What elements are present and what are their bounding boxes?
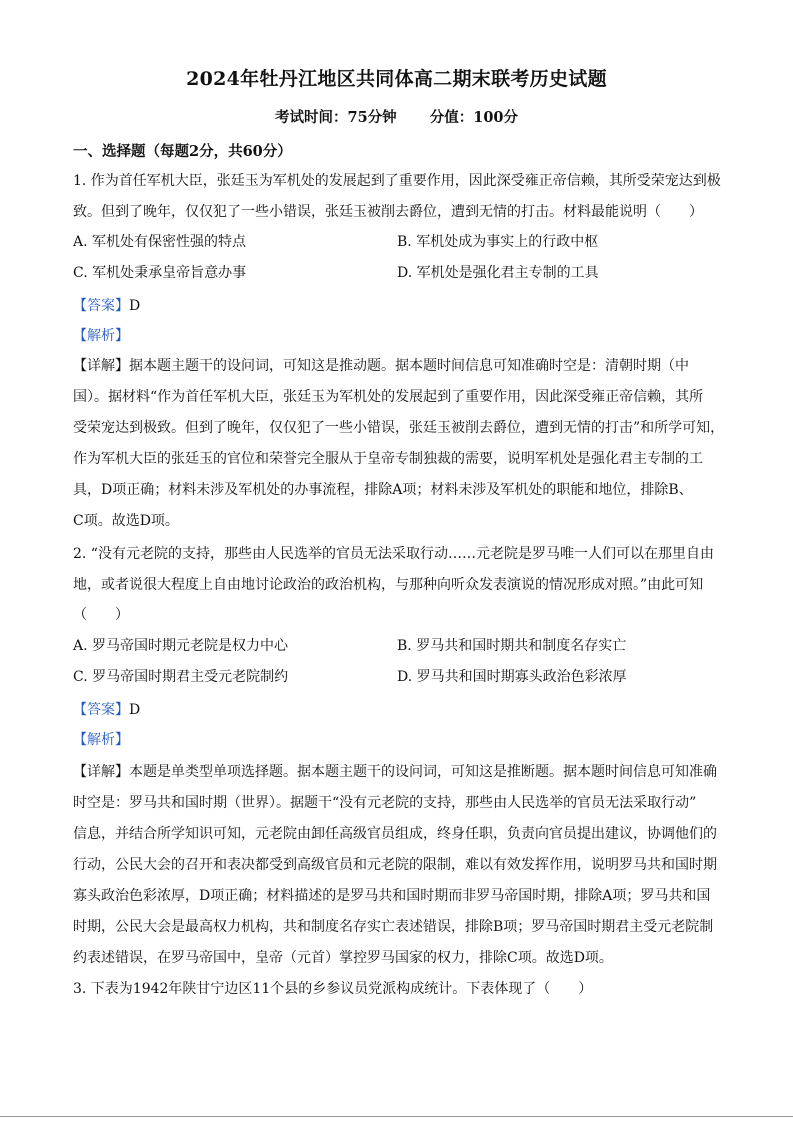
- q1-option-d: D. 军机处是强化君主专制的工具: [397, 265, 599, 281]
- q2-detail-line-2: 时空是：罗马共和国时期（世界）。据题干“没有元老院的支持，那些由人民选举的官员无法采取行动”: [73, 795, 697, 811]
- q2-detail-line-5: 寡头政治色彩浓厚，D项正确；材料描述的是罗马共和国时期而非罗马帝国时期，排除A项；罗马共和国: [73, 888, 711, 904]
- q2-stem-line-1: 2. “没有元老院的支持，那些由人民选举的官员无法采取行动……元老院是罗马唯一人们可以在那里自由: [73, 546, 714, 562]
- q2-analysis-tag: 【解析】: [73, 732, 129, 748]
- q1-detail-line-3: 受荣宠达到极致。但到了晚年，仅仅犯了一些小错误，张廷玉被削去爵位，遭到无情的打击”和所学可知，: [73, 420, 725, 436]
- section-heading: 一、选择题（每题2分，共60分）: [73, 143, 292, 160]
- exam-info: [0, 106, 793, 127]
- q1-stem-line-1: 1. 作为首任军机大臣，张廷玉为军机处的发展起到了重要作用，因此深受雍正帝信赖，其所受荣宠达到极: [73, 173, 721, 189]
- page-title: 2024年牡丹江地区共同体高二期末联考历史试题: [186, 68, 607, 90]
- q2-detail-line-3: 信息，并结合所学知识可知，元老院由卸任高级官员组成，终身任职，负责向官员提出建议，协调他们的: [73, 826, 717, 842]
- detail-tag: 【详解】: [73, 764, 129, 780]
- q1-option-a: A. 军机处有保密性强的特点: [73, 234, 247, 250]
- exam-score: 分值：100分: [429, 109, 519, 126]
- q2-option-b: B. 罗马共和国时期共和制度名存实亡: [397, 638, 627, 654]
- q2-option-c: C. 罗马帝国时期君主受元老院制约: [73, 669, 289, 685]
- q2-option-a: A. 罗马帝国时期元老院是权力中心: [73, 638, 289, 654]
- q2-answer: [73, 701, 723, 719]
- q2-stem-line-2: 地，或者说很大程度上自由地讨论政治的政治机构，与那种向听众发表演说的情况形成对照。”由此可知: [73, 577, 704, 593]
- q1-option-b: B. 军机处成为事实上的行政中枢: [397, 234, 599, 250]
- q2-detail-line-7: 约表述错误，在罗马帝国中，皇帝（元首）掌控罗马国家的权力，排除C项。故选D项。: [73, 950, 613, 966]
- q2-detail-line-4: 行动，公民大会的召开和表决都受到高级官员和元老院的限制，难以有效发挥作用，说明罗马共和国时期: [73, 857, 717, 873]
- q2-detail-line-1: 【详解】本题是单类型单项选择题。据本题主题干的设问词，可知这是推断题。据本题时间信息可知准确: [73, 764, 717, 780]
- q2-detail-line-6: 时期，公民大会是最高权力机构，共和制度名存实亡表述错误，排除B项；罗马帝国时期君主受元老院制: [73, 919, 714, 935]
- q1-stem-line-2: 致。但到了晚年，仅仅犯了一些小错误，张廷玉被削去爵位，遭到无情的打击。材料最能说明（ ）: [73, 204, 703, 220]
- exam-time: 考试时间：75分钟: [274, 109, 397, 126]
- q1-detail-line-4: 作为军机大臣的张廷玉的官位和荣誉完全服从于皇帝专制独裁的需要，说明军机处是强化君主专制的工: [73, 451, 703, 467]
- answer-tag: 【答案】: [73, 298, 129, 314]
- q3-stem-line-1: 3. 下表为1942年陕甘宁边区11个县的乡参议员党派构成统计。下表体现了（ ）: [73, 981, 593, 997]
- q1-detail-line-6: C项。故选D项。: [73, 513, 179, 529]
- q1-option-c: C. 军机处秉承皇帝旨意办事: [73, 265, 247, 281]
- q1-detail-line-2: 国）。据材料“作为首任军机大臣，张廷玉为军机处的发展起到了重要作用，因此深受雍正帝信赖，其所: [73, 389, 704, 405]
- answer-value: D: [129, 298, 141, 314]
- q2-stem-line-3: （ ）: [73, 607, 129, 623]
- q2-option-d: D. 罗马共和国时期寡头政治色彩浓厚: [397, 669, 627, 685]
- q1-detail-line-1: 【详解】据本题主题干的设问词，可知这是推动题。据本题时间信息可知准确时空是：清朝时期（中: [73, 358, 689, 374]
- answer-value: D: [129, 702, 141, 718]
- page-bottom-divider: [0, 1116, 793, 1117]
- q1-detail-line-5: 具，D项正确；材料未涉及军机处的办事流程，排除A项；材料未涉及军机处的职能和地位，排除B、: [73, 482, 693, 498]
- answer-tag: 【答案】: [73, 702, 129, 718]
- detail-tag: 【详解】: [73, 358, 129, 374]
- q1-answer: [73, 297, 723, 315]
- q1-analysis-tag: 【解析】: [73, 328, 129, 344]
